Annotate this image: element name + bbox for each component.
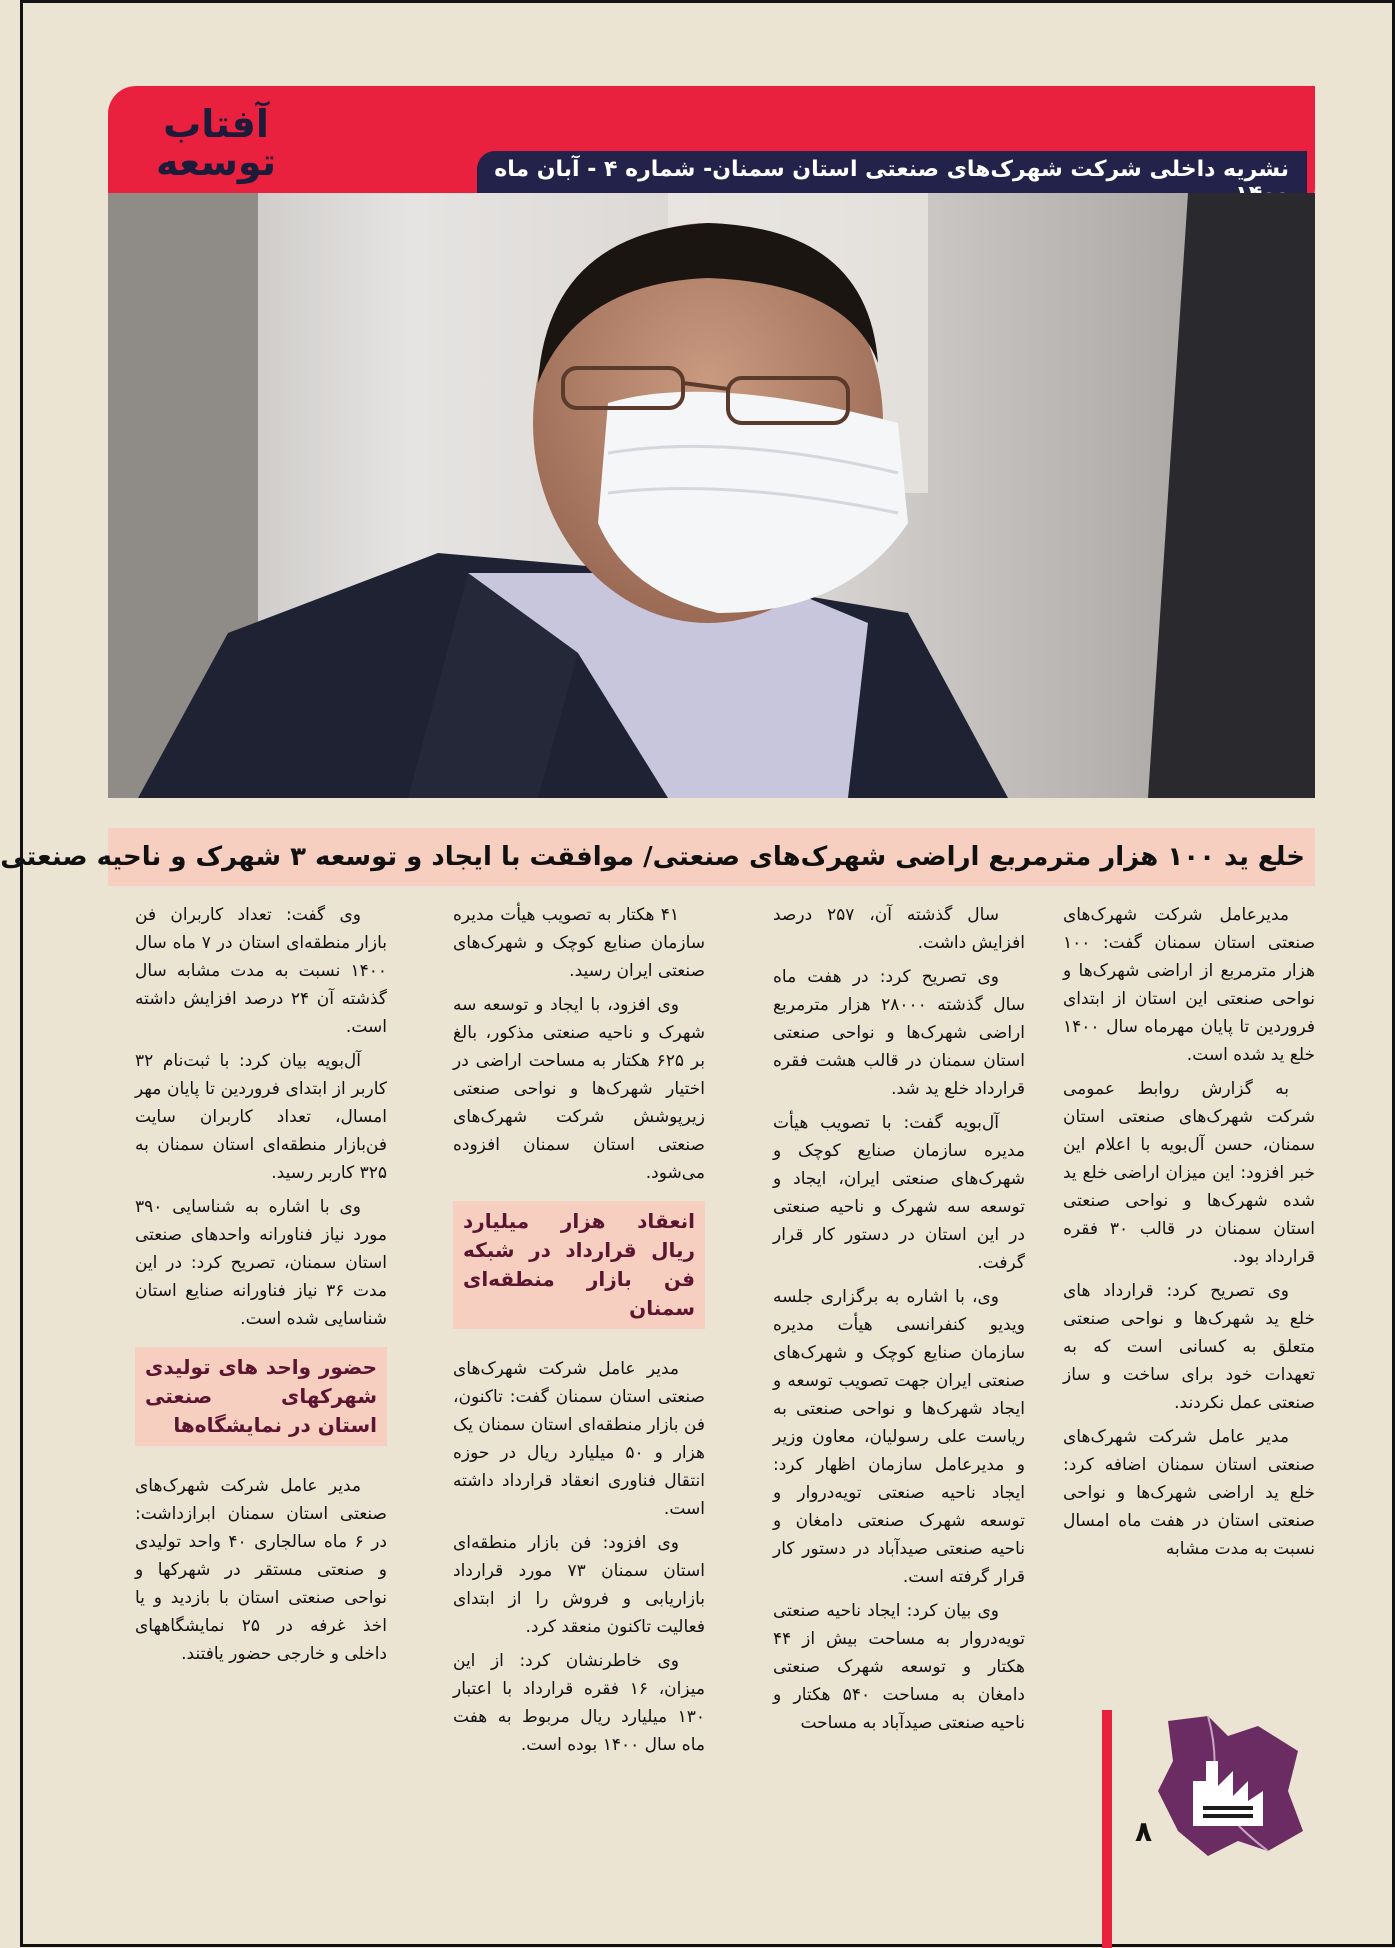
article-column-1 bbox=[1063, 901, 1315, 1569]
man-with-mask-photo bbox=[108, 193, 1315, 798]
logo-line-1: آفتاب bbox=[163, 102, 269, 146]
headline-text: خلع ید ۱۰۰ هزار مترمربع اراضی شهرک‌های صنعتی/ موافقت با ایجاد و توسعه ۳ شهرک و ناحیه صنعتی bbox=[0, 842, 1305, 872]
paragraph: وی با اشاره به شناسایی ۳۹۰ مورد نیاز فناورانه واحدهای صنعتی استان سمنان، تصریح کرد: در این مدت ۳۶ نیاز فناورانه صنایع استان شناسایی شده است. bbox=[135, 1197, 388, 1329]
paragraph: وی تصریح کرد: در هفت ماه سال گذشته ۲۸۰۰۰ هزار مترمربع اراضی شهرک‌ها و نواحی صنعتی استان سمنان در قالب هشت فقره قرارداد خلع ید شد. bbox=[773, 967, 1025, 1099]
paragraph: آل‌بویه گفت: با تصویب هیأت مدیره سازمان صنایع کوچک و شهرک‌های صنعتی ایران، ایجاد و توسعه سه شهرک و ناحیه صنعتی در این استان در دستور کار قرار گرفت. bbox=[773, 1113, 1025, 1273]
footer-red-rule bbox=[1102, 1710, 1112, 1948]
paragraph: وی بیان کرد: ایجاد ناحیه صنعتی تویه‌دروار به مساحت بیش از ۴۴ هکتار و توسعه شهرک صنعتی دامغان به مساحت ۵۴۰ هکتار و ناحیه صنعتی صیدآباد به مساحت bbox=[773, 1601, 1025, 1733]
paragraph: وی خاطرنشان کرد: از این میزان، ۱۶ فقره قرارداد با اعتبار ۱۳۰ میلیارد ریال مربوط به هفت ماه سال ۱۴۰۰ بوده است. bbox=[453, 1651, 705, 1755]
paragraph: مدیر عامل شرکت شهرک‌های صنعتی استان سمنان اضافه کرد: خلع ید اراضی شهرک‌ها و نواحی صنعتی استان در هفت ماه امسال نسبت به مدت مشابه bbox=[1063, 1427, 1315, 1559]
logo-line-2: توسعه bbox=[156, 140, 276, 184]
iran-industrial-map-icon bbox=[1148, 1711, 1308, 1861]
article-column-3 bbox=[453, 901, 705, 1765]
paragraph: آل‌بویه بیان کرد: با ثبت‌نام ۳۲ کاربر از ابتدای فروردین تا پایان مهر امسال، تعداد کاربران سایت فن‌بازار منطقه‌ای استان سمنان به ۳۲۵ کاربر رسید. bbox=[135, 1051, 387, 1183]
paragraph: وی تصریح کرد: قرارداد های خلع ید شهرک‌ها و نواحی صنعتی متعلق به کسانی است که به تعهدات خود برای ساخت و ساز صنعتی عمل نکردند. bbox=[1063, 1281, 1315, 1413]
section-subheading: انعقاد هزار میلیارد ریال قرارداد در شبکه فن بازار منطقه‌ای سمنان bbox=[453, 1201, 705, 1329]
publication-title: نشریه داخلی شرکت شهرک‌های صنعتی استان سمنان- شماره ۴ - آبان ماه bbox=[494, 157, 1289, 182]
section-subheading: حضور واحد های تولیدی شهرکهای صنعتی استان در نمایشگاه‌ها bbox=[135, 1347, 387, 1446]
article-column-2 bbox=[773, 901, 1025, 1743]
page-number: ۸ bbox=[1135, 1815, 1153, 1848]
paragraph: مدیر عامل شرکت شهرک‌های صنعتی استان سمنان ابرازداشت: در ۶ ماه سالجاری ۴۰ واحد تولیدی و صنعتی مستقر در شهرکها و نواحی صنعتی استان با بازدید و یا اخذ غرفه در ۲۵ نمایشگاههای داخلی و خارجی حضور یافتند. bbox=[135, 1476, 387, 1664]
article-headline bbox=[0, 828, 1315, 886]
paragraph: به گزارش روابط عمومی شرکت شهرک‌های صنعتی استان سمنان، حسن آل‌بویه با اعلام این خبر افزود: این میزان اراضی خلع ید شده شهرک‌ها و نواحی صنعتی استان سمنان در قالب ۳۰ فقره قرارداد بود. bbox=[1063, 1079, 1315, 1267]
article-column-4 bbox=[135, 901, 387, 1674]
paragraph: وی گفت: تعداد کاربران فن بازار منطقه‌ای استان در ۷ ماه سال ۱۴۰۰ نسبت به مدت مشابه سال گذشته آن ۲۴ درصد افزایش داشته است. bbox=[135, 905, 387, 1037]
paragraph: ۴۱ هکتار به تصویب هیأت مدیره سازمان صنایع کوچک و شهرک‌های صنعتی ایران رسید. bbox=[453, 905, 705, 981]
publication-logo bbox=[141, 103, 291, 183]
paragraph: مدیرعامل شرکت شهرک‌های صنعتی استان سمنان گفت: ۱۰۰ هزار مترمربع از اراضی شهرک‌ها و نواحی صنعتی این استان از ابتدای فروردین تا پایان مهرماه سال ۱۴۰۰ خلع ید شده است. bbox=[1063, 905, 1315, 1065]
article-photo bbox=[108, 193, 1315, 798]
paragraph: وی افزود: فن بازار منطقه‌ای استان سمنان ۷۳ مورد قرارداد بازاریابی و فروش را از ابتدای فعالیت تاکنون منعقد کرد. bbox=[453, 1533, 706, 1637]
paragraph: مدیر عامل شرکت شهرک‌های صنعتی استان سمنان گفت: تاکنون، فن بازار منطقه‌ای استان سمنان یک هزار و ۵۰ میلیارد ریال در حوزه انتقال فناوری انعقاد قرارداد داشته است. bbox=[453, 1359, 706, 1519]
paragraph: وی افزود، با ایجاد و توسعه سه شهرک و ناحیه صنعتی مذکور، بالغ بر ۶۲۵ هکتار به مساحت اراضی در اختیار شهرک‌ها و نواحی صنعتی زیرپوشش شرکت شهرک‌های صنعتی استان سمنان افزوده می‌شود. bbox=[453, 995, 706, 1183]
paragraph: وی، با اشاره به برگزاری جلسه ویدیو کنفرانسی هیأت مدیره سازمان صنایع کوچک و شهرک‌های صنعتی ایران جهت تصویب توسعه و ایجاد شهرک‌ها و نواحی صنعتی به ریاست علی رسولیان، معاون وزیر و مدیرعامل سازمان اظهار کرد: ایجاد ناحیه صنعتی تویه‌دروار و توسعه شهرک صنعتی دامغان و ناحیه صنعتی صیدآباد در دستور کار قرار گرفته است. bbox=[773, 1287, 1025, 1587]
paragraph: سال گذشته آن، ۲۵۷ درصد افزایش داشت. bbox=[773, 905, 1025, 953]
